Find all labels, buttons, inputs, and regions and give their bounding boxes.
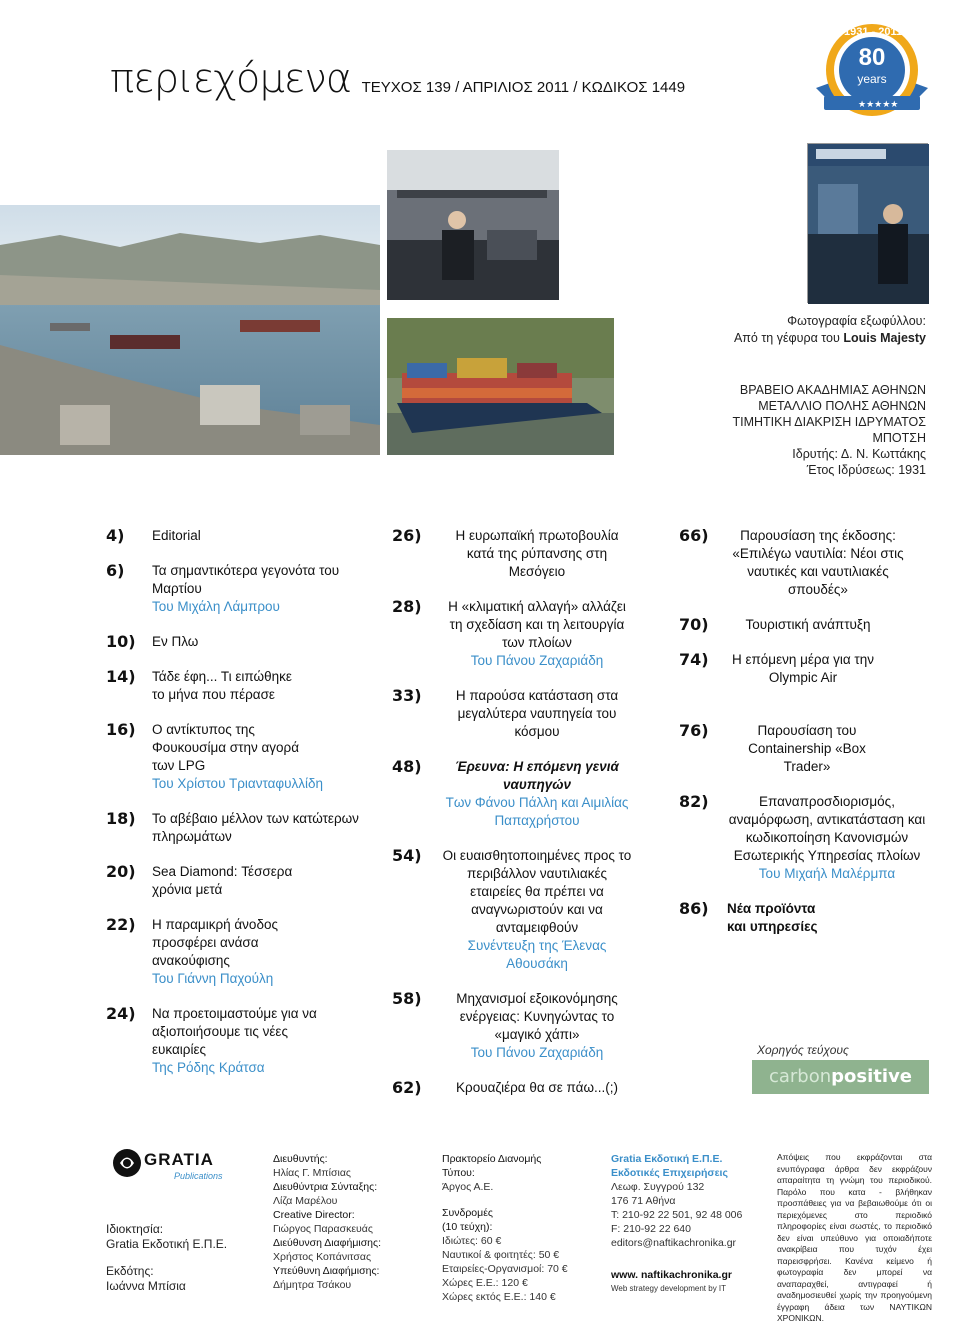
- ship-bridge-photo: [387, 150, 559, 300]
- page-number: 14): [106, 667, 136, 686]
- award-line: ΜΕΤΑΛΛΙΟ ΠΟΛΗΣ ΑΘΗΝΩΝ: [758, 399, 926, 413]
- container-ship-photo: [387, 318, 614, 455]
- subscriptions-sub: (10 τεύχη):: [442, 1221, 493, 1233]
- address-line: 176 71 Αθήνα: [611, 1195, 676, 1207]
- toc-column-1: [106, 527, 376, 1077]
- page-number: 16): [106, 720, 136, 739]
- publisher-label: Εκδότης:: [106, 1264, 154, 1278]
- toc-entry[interactable]: [679, 900, 879, 936]
- subscription-price: Ναυτικοί & φοιτητές: 50 €: [442, 1249, 560, 1261]
- badge-years-range: 1931 - 2011: [844, 26, 903, 38]
- cover-caption-label: Φωτογραφία εξωφύλλου:: [787, 314, 926, 328]
- staff-label: Creative Director:: [273, 1209, 355, 1221]
- subscription-price: Ιδιώτες: 60 €: [442, 1235, 502, 1247]
- entry-title: Τουριστική ανάπτυξη: [745, 617, 871, 632]
- entry-title: Η ευρωπαϊκή πρωτοβουλία κατά της ρύπανσης στη Μεσόγειο: [455, 528, 619, 579]
- entry-title: Το αβέβαιο μέλλον των κατώτερων πληρωμάτων: [152, 811, 359, 844]
- toc-entry[interactable]: [392, 1079, 632, 1097]
- entry-title: Κρουαζιέρα θα σε πάω...(;): [456, 1080, 618, 1095]
- toc-entry[interactable]: [106, 863, 376, 899]
- entry-title: Παρουσίαση του Containership «Box Trader»: [748, 723, 866, 774]
- entry-author: Του Πάνου Ζαχαριάδη: [470, 1045, 604, 1060]
- entry-author: Των Φάνου Πάλλη και Αιμιλίας Παπαχρήστου: [445, 795, 629, 828]
- toc-entry[interactable]: [679, 651, 879, 687]
- page-number: 62): [392, 1078, 422, 1097]
- toc-entry[interactable]: [106, 633, 376, 651]
- entry-title: Νέα προϊόντα και υπηρεσίες: [727, 901, 818, 934]
- entry-author: Του Μιχαήλ Μαλέρμπα: [758, 866, 896, 881]
- page-number: 10): [106, 632, 136, 651]
- subscription-price: Εταιρείες-Οργανισμοί: 70 €: [442, 1263, 568, 1275]
- page-number: 82): [679, 792, 709, 811]
- staff-value: Ηλίας Γ. Μπίσιας: [273, 1167, 351, 1179]
- company-name: Gratia Εκδοτική Ε.Π.Ε.: [611, 1153, 723, 1165]
- entry-title: Εν Πλω: [152, 634, 199, 649]
- owner-value: Gratia Εκδοτική Ε.Π.Ε.: [106, 1237, 228, 1251]
- staff-label: Διεύθυνση Διαφήμισης:: [273, 1237, 382, 1249]
- toc-entry[interactable]: [392, 687, 632, 741]
- page-number: 58): [392, 989, 422, 1008]
- toc-entry[interactable]: [106, 721, 356, 793]
- staff-label: Υπεύθυνη Διαφήμισης:: [273, 1265, 380, 1277]
- award-line: ΒΡΑΒΕΙΟ ΑΚΑΔΗΜΙΑΣ ΑΘΗΝΩΝ: [739, 383, 926, 397]
- staff-label: Διευθύντρια Σύνταξης:: [273, 1181, 378, 1193]
- contents-title: περιεχόμενα: [110, 56, 352, 102]
- toc-entry[interactable]: [106, 562, 376, 616]
- toc-entry[interactable]: [392, 847, 632, 973]
- sponsor-label: Χορηγός τεύχους: [757, 1043, 849, 1057]
- entry-title: Ο αντίκτυπος της Φουκουσίμα στην αγορά των LPG: [152, 722, 300, 773]
- staff-value: Λίζα Μαρέλου: [273, 1195, 338, 1207]
- page-number: 76): [679, 721, 709, 740]
- owner-label: Ιδιοκτησία:: [106, 1222, 164, 1236]
- subscription-price: Χώρες Ε.Ε.: 120 €: [442, 1277, 528, 1289]
- magazine-cover-thumbnail: [807, 143, 928, 303]
- page-number: 24): [106, 1004, 136, 1023]
- entry-title: Editorial: [152, 528, 201, 543]
- port-shipyard-photo: [0, 205, 380, 455]
- toc-entry[interactable]: [679, 722, 929, 776]
- page-header: [110, 56, 790, 106]
- toc-entry[interactable]: [679, 527, 909, 599]
- entry-author: Του Γιάννη Παχούλη: [152, 971, 274, 986]
- gratia-publications: Publications: [174, 1171, 223, 1181]
- entry-author: Του Χρίστου Τριανταφυλλίδη: [152, 776, 324, 791]
- email-link[interactable]: editors@naftikachronika.gr: [611, 1237, 737, 1249]
- page-number: 33): [392, 686, 422, 705]
- toc-entry[interactable]: [679, 616, 889, 634]
- entry-title: Έρευνα: Η επόμενη γενιά ναυπηγών: [455, 759, 619, 792]
- toc-entry[interactable]: [106, 527, 376, 545]
- page-number: 20): [106, 862, 136, 881]
- staff-value: Χρήστος Κοπάνιτσας: [273, 1251, 372, 1263]
- toc-entry[interactable]: [392, 758, 632, 830]
- entry-title: Η «κλιματική αλλαγή» αλλάζει τη σχεδίαση και τη λειτουργία των πλοίων: [448, 599, 626, 650]
- founded-year-line: Έτος Ιδρύσεως: 1931: [806, 463, 926, 477]
- entry-title: Να προετοιμαστούμε για να αξιοποιήσουμε τις νέες ευκαιρίες: [152, 1006, 317, 1057]
- web-credit: Web strategy development by IT: [611, 1284, 727, 1293]
- founder-line: Ιδρυτής: Δ. Ν. Κωττάκης: [792, 447, 926, 461]
- badge-number: 80: [858, 44, 886, 71]
- entry-title: Η παραμικρή άνοδος προσφέρει ανάσα ανακούφισης: [152, 917, 278, 968]
- distribution-subscriptions: [442, 1152, 602, 1304]
- entry-title: Τάδε έφη... Τι ειπώθηκε το μήνα που πέρασε: [152, 669, 292, 702]
- distribution-value: Άργος Α.Ε.: [442, 1181, 494, 1193]
- entry-author: Συνέντευξη της Έλενας Αθουσάκη: [467, 938, 607, 971]
- page-number: 74): [679, 650, 709, 669]
- distribution-label: Πρακτορείο Διανομής Τύπου:: [442, 1153, 542, 1179]
- cover-caption: [666, 313, 926, 347]
- staff-credits: [273, 1152, 433, 1292]
- gratia-logo: [112, 1146, 232, 1186]
- badge-word: years: [857, 72, 887, 86]
- address-line: Λεωφ. Συγγρού 132: [611, 1181, 705, 1193]
- entry-author: Του Μιχάλη Λάμπρου: [152, 599, 280, 614]
- toc-entry[interactable]: [679, 793, 929, 883]
- page-number: 22): [106, 915, 136, 934]
- toc-column-3: [679, 527, 939, 936]
- toc-entry[interactable]: [392, 527, 632, 581]
- publisher-value: Ιωάννα Μπίσια: [106, 1279, 186, 1293]
- page-number: 86): [679, 899, 709, 918]
- issue-info: ΤΕΥΧΟΣ 139 / ΑΠΡΙΛΙΟΣ 2011 / ΚΩΔΙΚΟΣ 1449: [361, 79, 686, 96]
- entry-title: Η επόμενη μέρα για την Olympic Air: [731, 652, 875, 685]
- publisher-contact: [611, 1152, 766, 1296]
- fax-number: F: 210-92 22 640: [611, 1223, 691, 1235]
- gratia-wordmark: GRATIA: [144, 1150, 214, 1169]
- cover-caption-text: Από τη γέφυρα του Louis Majesty: [733, 331, 926, 345]
- toc-entry[interactable]: [392, 990, 632, 1062]
- ownership-block: [106, 1222, 266, 1294]
- company-subtitle: Εκδοτικές Επιχειρήσεις: [611, 1167, 728, 1179]
- page-number: 26): [392, 526, 422, 545]
- website-link[interactable]: www. naftikachronika.gr: [611, 1269, 732, 1281]
- toc-entry[interactable]: [106, 1005, 376, 1077]
- page-number: 54): [392, 846, 422, 865]
- entry-title: Παρουσίαση της έκδοσης: «Επιλέγω ναυτιλία: Νέοι στις ναυτικές και ναυτιλιακές σπουδές»: [732, 528, 904, 597]
- award-line: ΤΙΜΗΤΙΚΗ ΔΙΑΚΡΙΣΗ ΙΔΡΥΜΑΤΟΣ: [732, 415, 926, 429]
- page-number: 4): [106, 526, 125, 545]
- toc-entry[interactable]: [106, 668, 306, 704]
- page-number: 28): [392, 597, 422, 616]
- page-number: 66): [679, 526, 709, 545]
- toc-entry[interactable]: [392, 598, 632, 670]
- page-number: 6): [106, 561, 125, 580]
- stars-icon: ★★★★★: [858, 99, 899, 109]
- staff-value: Γιώργος Παρασκευάς: [273, 1223, 373, 1235]
- page-number: 48): [392, 757, 422, 776]
- sponsor-logo[interactable]: carbonpositive: [752, 1060, 929, 1094]
- entry-title: Μηχανισμοί εξοικονόμησης ενέργειας: Κυνηγώντας το «μαγικό χάπι»: [456, 991, 618, 1042]
- phone-number: T: 210-92 22 501, 92 48 006: [611, 1209, 743, 1221]
- toc-column-2: [392, 527, 632, 1097]
- staff-label: Διευθυντής:: [273, 1153, 328, 1165]
- subscription-price: Χώρες εκτός Ε.Ε.: 140 €: [442, 1291, 556, 1303]
- entry-title: Sea Diamond: Τέσσερα χρόνια μετά: [152, 864, 293, 897]
- entry-author: Της Ρόδης Κράτσα: [152, 1060, 265, 1075]
- toc-entry[interactable]: [106, 916, 376, 988]
- anniversary-badge: [808, 18, 936, 130]
- awards-list: [626, 382, 926, 478]
- subscriptions-label: Συνδρομές: [442, 1207, 493, 1219]
- award-line: ΜΠΟΤΣΗ: [872, 431, 926, 445]
- disclaimer: Απόψεις που εκφράζονται στα ενυπόγραφα άρθρα δεν εκφράζουν απαραίτητα τη γνώμη του περιοδικού. Παρόλο που κατα - βλήθηκαν προσπάθειες για να βεβαιωθούμε ότι οι περιεχόμενες στο περιοδικό πληροφορίες είναι σωστές, το περιοδικό δεν είναι υπεύθυνο για οποιαδήποτε ανακρίβεια που τυχόν έχει παρεισφρήσει. Κανένα κείμενο ή φωτογραφία δεν μπορεί να αναπαραχθεί, αντιγραφεί ή αναδημοσιευθεί χωρίς την προηγούμενη έγγραφη άδεια των ΝΑΥΤΙΚΩΝ ΧΡΟΝΙΚΩΝ.: [777, 1152, 932, 1323]
- entry-title: Τα σημαντικότερα γεγονότα του Μαρτίου: [152, 563, 340, 596]
- entry-author: Του Πάνου Ζαχαριάδη: [470, 653, 604, 668]
- page-number: 18): [106, 809, 136, 828]
- gratia-emblem-icon: [112, 1148, 142, 1178]
- page-number: 70): [679, 615, 709, 634]
- staff-value: Δήμητρα Τσάκου: [273, 1279, 352, 1291]
- entry-title: Η παρούσα κατάσταση στα μεγαλύτερα ναυπηγεία του κόσμου: [455, 688, 619, 739]
- entry-title: Οι ευαισθητοποιημένες προς το περιβάλλον ναυτιλιακές εταιρείες θα πρέπει να αναγνωριστούν και να ανταμειφθούν: [442, 848, 632, 935]
- entry-title: Επαναπροσδιορισμός, αναμόρφωση, αντικατάσταση και κωδικοποίηση Κανονισμών Εσωτερικής Υπηρεσίας πλοίων: [728, 794, 926, 863]
- toc-entry[interactable]: [106, 810, 376, 846]
